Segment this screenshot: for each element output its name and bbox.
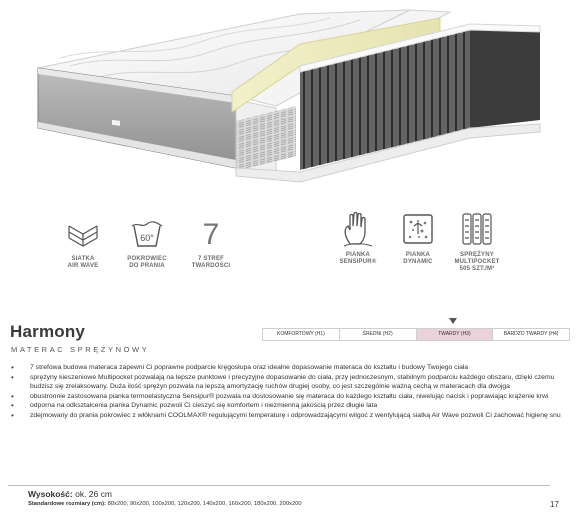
height-info	[28, 489, 112, 499]
sizes-label: Standardowe rozmiary (cm):	[28, 501, 106, 507]
bullet-item: • odporna na odkształcenia pianka Dynamic pozwoli Ci cieszyć się komfortem i niezmienną jakością przez długie lata	[8, 401, 568, 411]
height-value: ok. 26 cm	[75, 489, 112, 499]
height-label: Wysokość:	[28, 489, 73, 499]
wash-temperature-label: 60°	[140, 233, 154, 243]
product-category: MATERAC SPRĘŻYNOWY	[11, 345, 150, 354]
seven-zones-icon	[194, 218, 228, 252]
washable-60-icon	[130, 218, 164, 252]
firmness-level-h1: KOMFORTOWY (H1)	[263, 329, 340, 340]
bullet-item: • sprężyny kieszeniowe Multipocket pozwalają na lepsze punktowe i precyzyjne dopasowanie do ciała, przy jednoczesnym, stabilnym podparciu każdego obszaru, dzięki czemu budzisz się zrelaksowany. Duża ilość sprężyn pozwala na lepszą amortyzację ruchów drugiej osoby, co jest szczególnie ważną cechą w materacach dla dwojga	[8, 373, 568, 392]
firmness-scale	[262, 328, 570, 341]
feature-seven-zones	[176, 218, 246, 270]
air-wave-mesh-icon	[66, 218, 100, 252]
bullet-item: • obustronnie zastosowana pianka termoelastyczna Sensipur® pozwala na dostosowanie się materaca do każdego kształtu ciała, niwelując nacisk i poprawiając krążenie krwi	[8, 392, 568, 402]
feature-bullet-list	[8, 363, 568, 421]
feature-multipocket	[442, 210, 512, 273]
foam-dynamic-icon	[399, 210, 437, 248]
feature-label: SIATKA AIR WAVE	[67, 256, 99, 269]
zones-number: 7	[202, 218, 220, 251]
product-name: Harmony	[10, 322, 86, 341]
feature-label: POKROWIEC DO PRANIA	[127, 256, 167, 269]
feature-label: 7 STREF TWARDOŚCI	[191, 256, 231, 269]
firmness-level-h2: ŚREDNI (H2)	[340, 329, 417, 340]
pocket-springs-icon	[458, 210, 496, 248]
feature-label: PIANKA DYNAMIC	[403, 252, 433, 265]
footer-divider	[8, 485, 550, 486]
mattress-illustration	[0, 0, 577, 200]
feature-air-wave	[48, 218, 118, 270]
bullet-item: • 7 strefowa budowa materaca zapewni Ci poprawne podparcie kręgosłupa oraz idealne dopasowanie materaca do kształtu i budowy Twojego ciała	[8, 363, 568, 373]
sizes-info	[28, 501, 302, 507]
feature-label: PIANKA SENSIPUR®	[339, 252, 377, 265]
feature-label: SPRĘŻYNY MULTIPOCKET 505 SZT./M²	[454, 252, 500, 272]
page-number: 17	[550, 500, 559, 509]
firmness-level-h3: TWARDY (H3)	[417, 329, 494, 340]
feature-washable	[112, 218, 182, 270]
bullet-item: • zdejmowany do prania pokrowiec z włóknami COOLMAX® regulującymi temperaturę i odprowadzającymi wilgoć z wentylującą siatką Air Wave pozwoli Ci zachować higienę snu	[8, 411, 568, 421]
sizes-value: 80x200, 90x200, 100x200, 120x200, 140x200, 160x200, 180x200, 200x200	[107, 501, 302, 507]
hand-sensipur-icon	[339, 210, 377, 248]
firmness-level-h4: BARDZO TWARDY (H4)	[503, 331, 559, 337]
firmness-marker-icon	[449, 318, 457, 324]
